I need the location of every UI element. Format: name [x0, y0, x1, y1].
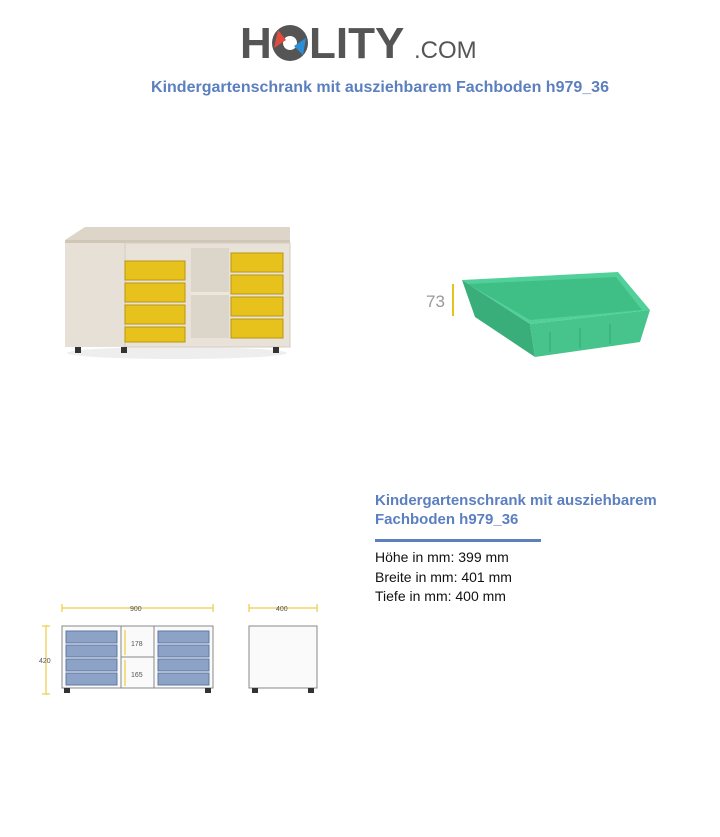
info-title-line1: Kindergartenschrank mit ausziehbarem: [375, 492, 657, 509]
side-depth-label: 400: [276, 606, 288, 613]
front-width-label: 900: [130, 606, 142, 613]
logo-letters-lity: LITY: [309, 19, 405, 68]
tray-height-label: 73: [426, 292, 445, 311]
logo-domain: .COM: [414, 37, 477, 64]
logo-letter-h: H: [240, 19, 272, 68]
side-view-drawing: [244, 600, 322, 702]
cabinet-image: [55, 215, 300, 365]
shelf-upper-label: 178: [131, 641, 143, 648]
shelf-lower-label: 165: [131, 672, 143, 679]
title-divider: [375, 539, 541, 542]
front-height-label: 420: [39, 658, 51, 665]
spec-height: Höhe in mm: 399 mm: [375, 549, 509, 565]
spec-depth: Tiefe in mm: 400 mm: [375, 588, 506, 604]
info-title-line2: Fachboden h979_36: [375, 511, 519, 528]
yellow-bins-left: [125, 261, 185, 342]
spec-width: Breite in mm: 401 mm: [375, 568, 512, 585]
product-info: [375, 491, 695, 607]
logo-circle-icon: [272, 25, 308, 61]
holity-logo[interactable]: [240, 18, 490, 68]
page-title: Kindergartenschrank mit ausziehbarem Fachboden h979_36: [151, 79, 609, 96]
tray-image: [420, 262, 660, 367]
front-view-drawing: [38, 600, 223, 702]
